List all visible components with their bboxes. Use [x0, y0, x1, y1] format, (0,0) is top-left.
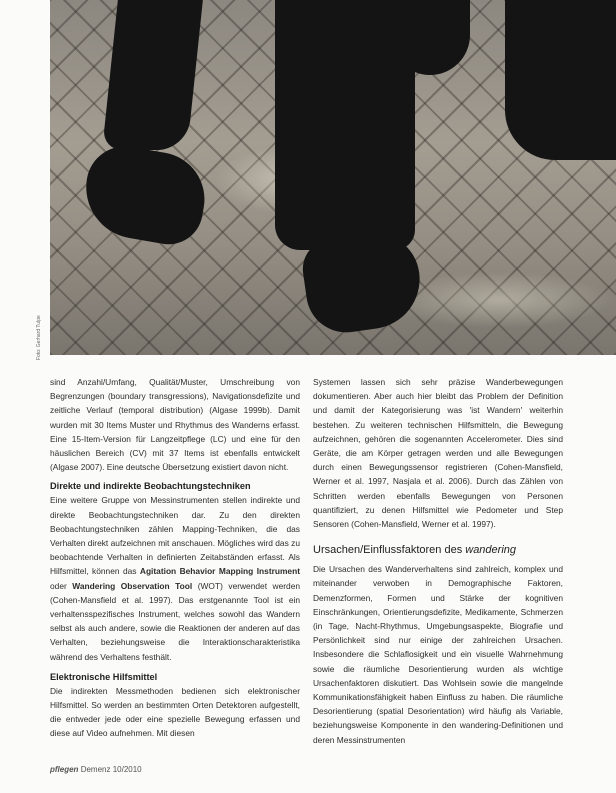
left-paragraph-2-text-c: oder — [50, 580, 73, 591]
subheading-observation: Direkte und indirekte Beobachtungstechniken — [50, 481, 251, 492]
right-paragraph-2: Die Ursachen des Wanderverhaltens sind zahlreich, komplex und miteinander verwoben in Demographische Faktoren, Demenzformen, Formen und Stärke der kognitiven Einschränkungen, Orientierungsdefizite, Medikamente, Schmerzen (in Tage, Nacht-Rhythmus, Umgebungsaspekte, Biografie und Persönlichkeit sind nur einige der zahlreichen Ursachen. Insbesondere die Schlaflosigkeit und ein visuelle Wahrnehmung sowie die räumliche Desorientierung wurden als wichtige Ursachenfaktoren diskutiert. Das Wohlsein sowie die mangelnde Kommunikationsfähigkeit haben Einfluss zu haben. Die räumliche Desorientierung (spatial Desorientation) wird häufig als Variable, beziehungsweise Komponente in den wandering-Definitionen und deren Messinstrumenten — [313, 564, 563, 745]
right-paragraph-1: Systemen lassen sich sehr präzise Wanderbewegungen dokumentieren. Aber auch hier bleibt das Problem der Definition und damit der Kategorisierung was 'ist Wandern' weiterhin bestehen. Zu weiteren technischen Hilfsmitteln, die Bewegung aufzeichnen, gehören die sogenannten Accelerometer. Dies sind Geräte, die am Körper getragen werden und alle Bewegungen durch einen Bewegungssensor registrieren (Cohen-Mansfield, Werner et al. 1997, Nasjala et al. 2006). Durch das Zählen von Schritten werden ebenfalls Bewegungen von Personen quantifiziert, zu denen Hilfsmittel wie Pedometer und Step Sensoren (Cohen-Mansfield, Werner et al. 1997). — [313, 377, 563, 530]
right-leg-shape — [505, 0, 616, 160]
header-photo — [50, 0, 616, 355]
left-shoe-shape — [78, 140, 212, 249]
section-title — [313, 543, 563, 558]
left-paragraph-2 — [50, 493, 300, 663]
issue-label: Demenz 10/2010 — [80, 765, 142, 774]
left-paragraph-2-text-d: (WOT) verwendet werden (Cohen-Mansfield et al. 1997). Das erstgenannte Tool ist ein verhaltensspezifisches Instrument, welches sowohl das Wandern selbst als auch andere, sowie die Reaktionen der anderen auf das Verhalten, beziehungsweise die Interaktionscharakteristika während des Verhaltens festhält. — [50, 580, 301, 662]
left-column — [50, 375, 300, 741]
subheading-electronic: Elektronische Hilfsmittel — [50, 671, 158, 682]
page-footer — [50, 765, 142, 774]
photo-credit: Foto: Gerhard Tulpe — [36, 315, 42, 360]
section-title-text: Ursachen/Einflussfaktoren des — [313, 544, 466, 557]
journal-name: pflegen — [50, 765, 79, 774]
right-upper-shape — [390, 0, 470, 75]
section-title-emphasis: wandering — [465, 544, 517, 557]
left-paragraph-2-text-a: Eine weitere Gruppe von Messinstrumenten stellen indirekte und direkte Beobachtungstechniken dar. Zu den direkten Beobachtungstechniken zählen Mapping-Techniken, die das Verhalten direkt aufzeichnen mit anschauen. Mögliches wird das zu beobachtende Verhalten in definierten Zeitabständen erfasst. Als Hilfsmittel, können das — [50, 495, 300, 577]
instrument-name-abmi: Agitation Behavior Mapping Instrument — [139, 566, 300, 577]
left-paragraph-1: sind Anzahl/Umfang, Qualität/Muster, Umschreibung von Begrenzungen (boundary transgressions), Navigationsdefizite und zeitliche Verlauf (temporal distribution) (Algase 1999b). Damit wurden mit 30 Items Muster und Rhythmus des Wanderns erfasst. Eine 15-Item-Version für Langzeitpflege (LC) und eine für den häuslichen Bereich (CV) mit 37 Items ist ebenfalls entwickelt (Algase 2007). Eine deutsche Übersetzung existiert davon nicht. — [50, 377, 300, 473]
right-column — [313, 375, 563, 747]
instrument-name-wot: Wandering Observation Tool — [72, 580, 193, 591]
left-paragraph-3: Die indirekten Messmethoden bedienen sich elektronischer Hilfsmittel. So werden an bestimmten Orten Detektoren aufgestellt, die entweder jede oder eine spezielle Bewegung erfassen und diese auf Video aufnehmen. Mit diesen — [50, 685, 300, 739]
left-leg-shape — [102, 0, 203, 150]
